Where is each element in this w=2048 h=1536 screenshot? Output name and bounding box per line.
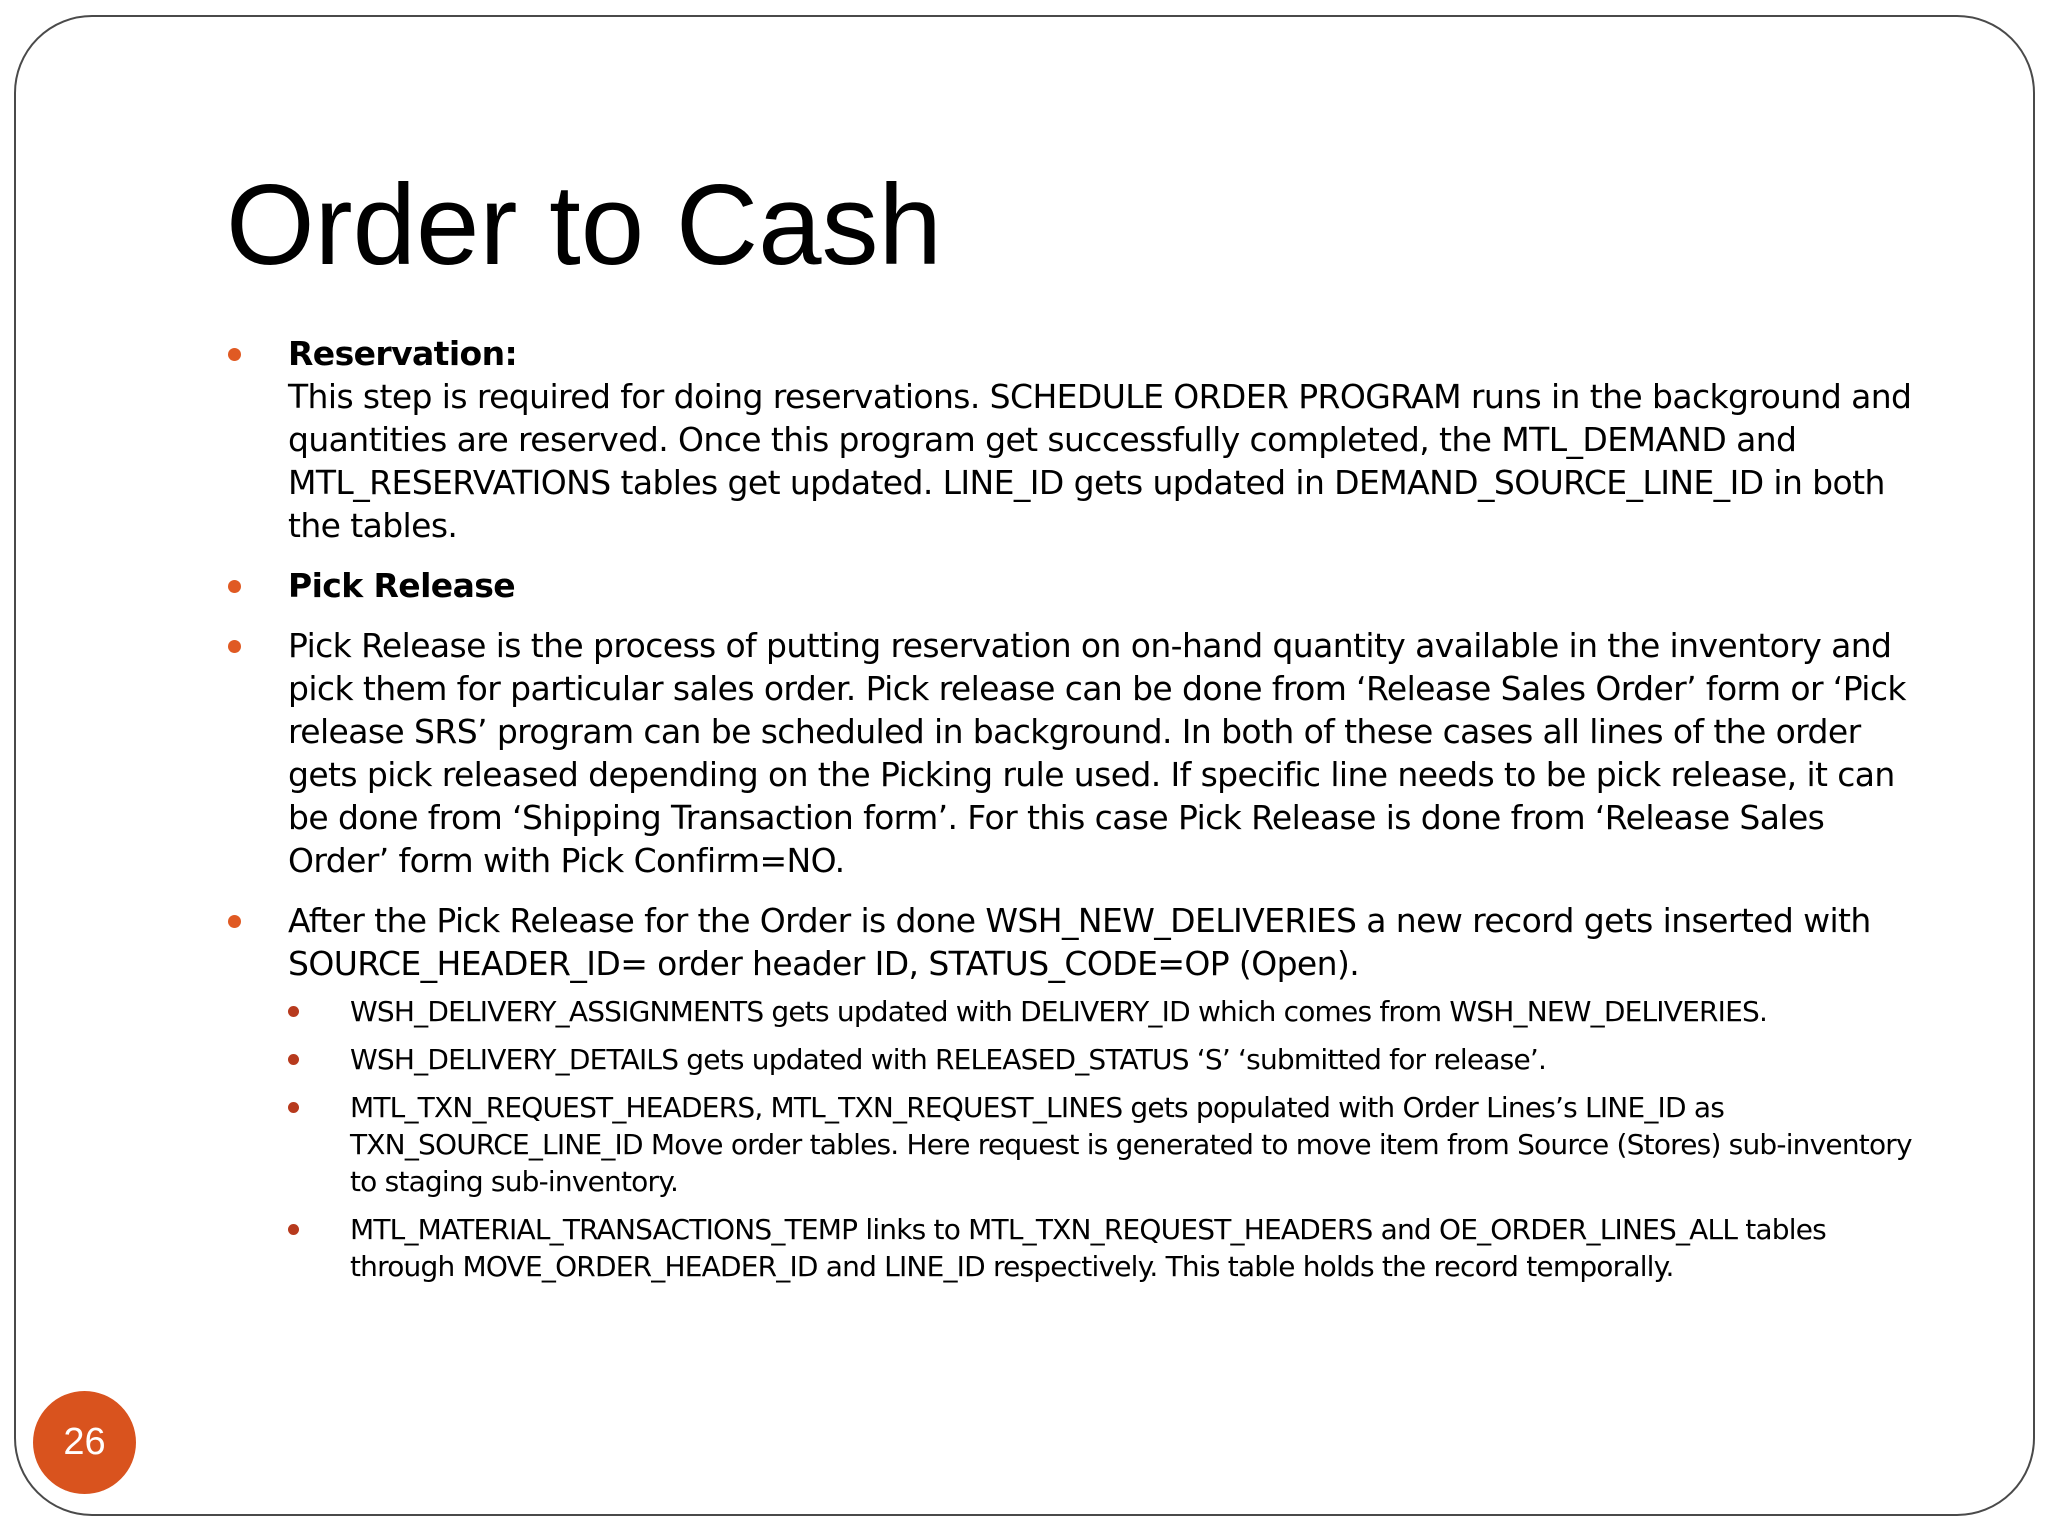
sub-bullet-text: MTL_TXN_REQUEST_HEADERS, MTL_TXN_REQUEST_LINES gets populated with Order Lines’s LINE_ID as TXN_SOURCE_LINE_ID Move order tables. Here request is generated to move item from Source (Stores) sub-inventory to staging sub-inventory. (350, 1091, 1912, 1198)
bullet-after-pick-release (222, 899, 1932, 1285)
sub-bullet-item (288, 1041, 1932, 1078)
sub-bullet-item (288, 993, 1932, 1030)
page-number: 26 (63, 1421, 106, 1463)
sub-bullet-dot-icon (288, 1006, 299, 1017)
sub-bullet-dot-icon (288, 1224, 299, 1235)
bullet-text: Pick Release is the process of putting reservation on on-hand quantity available in the inventory and pick them for particular sales order. Pick release can be done from ‘Release Sales Order’ form or ‘Pick release SRS’ program can be scheduled in background. In both of these cases all lines of the order gets pick released depending on the Picking rule used. If specific line needs to be pick release, it can be done from ‘Shipping Transaction form’. For this case Pick Release is done from ‘Release Sales Order’ form with Pick Confirm=NO. (288, 626, 1906, 880)
sub-bullet-item (288, 1211, 1932, 1285)
sub-bullet-dot-icon (288, 1102, 299, 1113)
bullet-dot-icon (228, 580, 241, 593)
sub-bullet-text: MTL_MATERIAL_TRANSACTIONS_TEMP links to MTL_TXN_REQUEST_HEADERS and OE_ORDER_LINES_ALL tables through MOVE_ORDER_HEADER_ID and LINE_ID respectively. This table holds the record temporally. (350, 1213, 1826, 1283)
bullet-reservation (222, 332, 1932, 547)
bullet-pick-release-heading (222, 564, 1932, 607)
bullet-heading: Reservation: (288, 334, 518, 373)
sub-bullet-item (288, 1089, 1932, 1200)
sub-bullet-list (288, 993, 1932, 1285)
bullet-dot-icon (228, 640, 241, 653)
bullet-dot-icon (228, 915, 241, 928)
sub-bullet-text: WSH_DELIVERY_ASSIGNMENTS gets updated with DELIVERY_ID which comes from WSH_NEW_DELIVERIES. (350, 995, 1768, 1028)
bullet-pick-release-description (222, 624, 1932, 882)
slide-content (222, 332, 1932, 1302)
bullet-dot-icon (228, 348, 241, 361)
bullet-heading: Pick Release (288, 566, 516, 605)
bullet-text: This step is required for doing reservations. SCHEDULE ORDER PROGRAM runs in the background and quantities are reserved. Once this program get successfully completed, the MTL_DEMAND and MTL_RESERVATIONS tables get updated. LINE_ID gets updated in DEMAND_SOURCE_LINE_ID in both the tables. (288, 377, 1912, 545)
sub-bullet-text: WSH_DELIVERY_DETAILS gets updated with RELEASED_STATUS ‘S’ ‘submitted for release’. (350, 1043, 1547, 1076)
slide-title: Order to Cash (226, 162, 942, 289)
page-number-badge (33, 1391, 136, 1494)
bullet-text: After the Pick Release for the Order is done WSH_NEW_DELIVERIES a new record gets inserted with SOURCE_HEADER_ID= order header ID, STATUS_CODE=OP (Open). (288, 901, 1871, 983)
bullet-list (222, 332, 1932, 1285)
sub-bullet-dot-icon (288, 1054, 299, 1065)
